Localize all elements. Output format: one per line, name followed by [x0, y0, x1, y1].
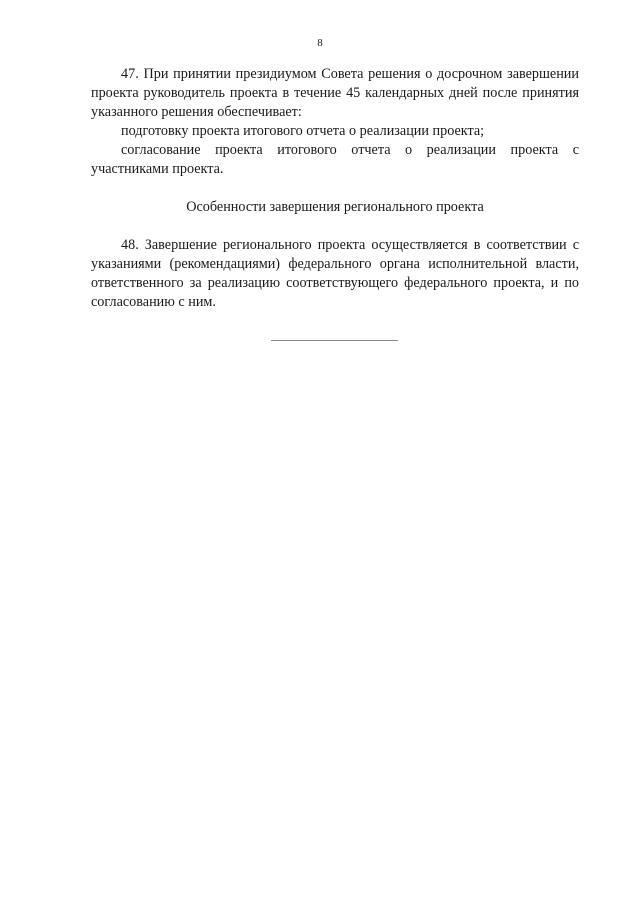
paragraph-47-intro: 47. При принятии президиумом Совета решения о досрочном завершении проекта руководитель проекта в течение 45 календарных дней после принятия указанного решения обеспечивает: [91, 66, 579, 120]
paragraph-47-item-1: подготовку проекта итогового отчета о реализации проекта; [121, 123, 485, 139]
document-body [91, 65, 579, 312]
paragraph-48: 48. Завершение регионального проекта осуществляется в соответствии с указаниями (рекомендациями) федерального органа исполнительной власти, ответственного за реализацию соответствующего федерального проекта, и по согласованию с ним. [91, 237, 579, 310]
paragraph-47-item-2: согласование проекта итогового отчета о реализации проекта с участниками проекта. [91, 142, 579, 177]
separator-line [271, 340, 398, 341]
page-number: 8 [317, 37, 323, 49]
section-heading: Особенности завершения регионального проекта [186, 199, 484, 215]
